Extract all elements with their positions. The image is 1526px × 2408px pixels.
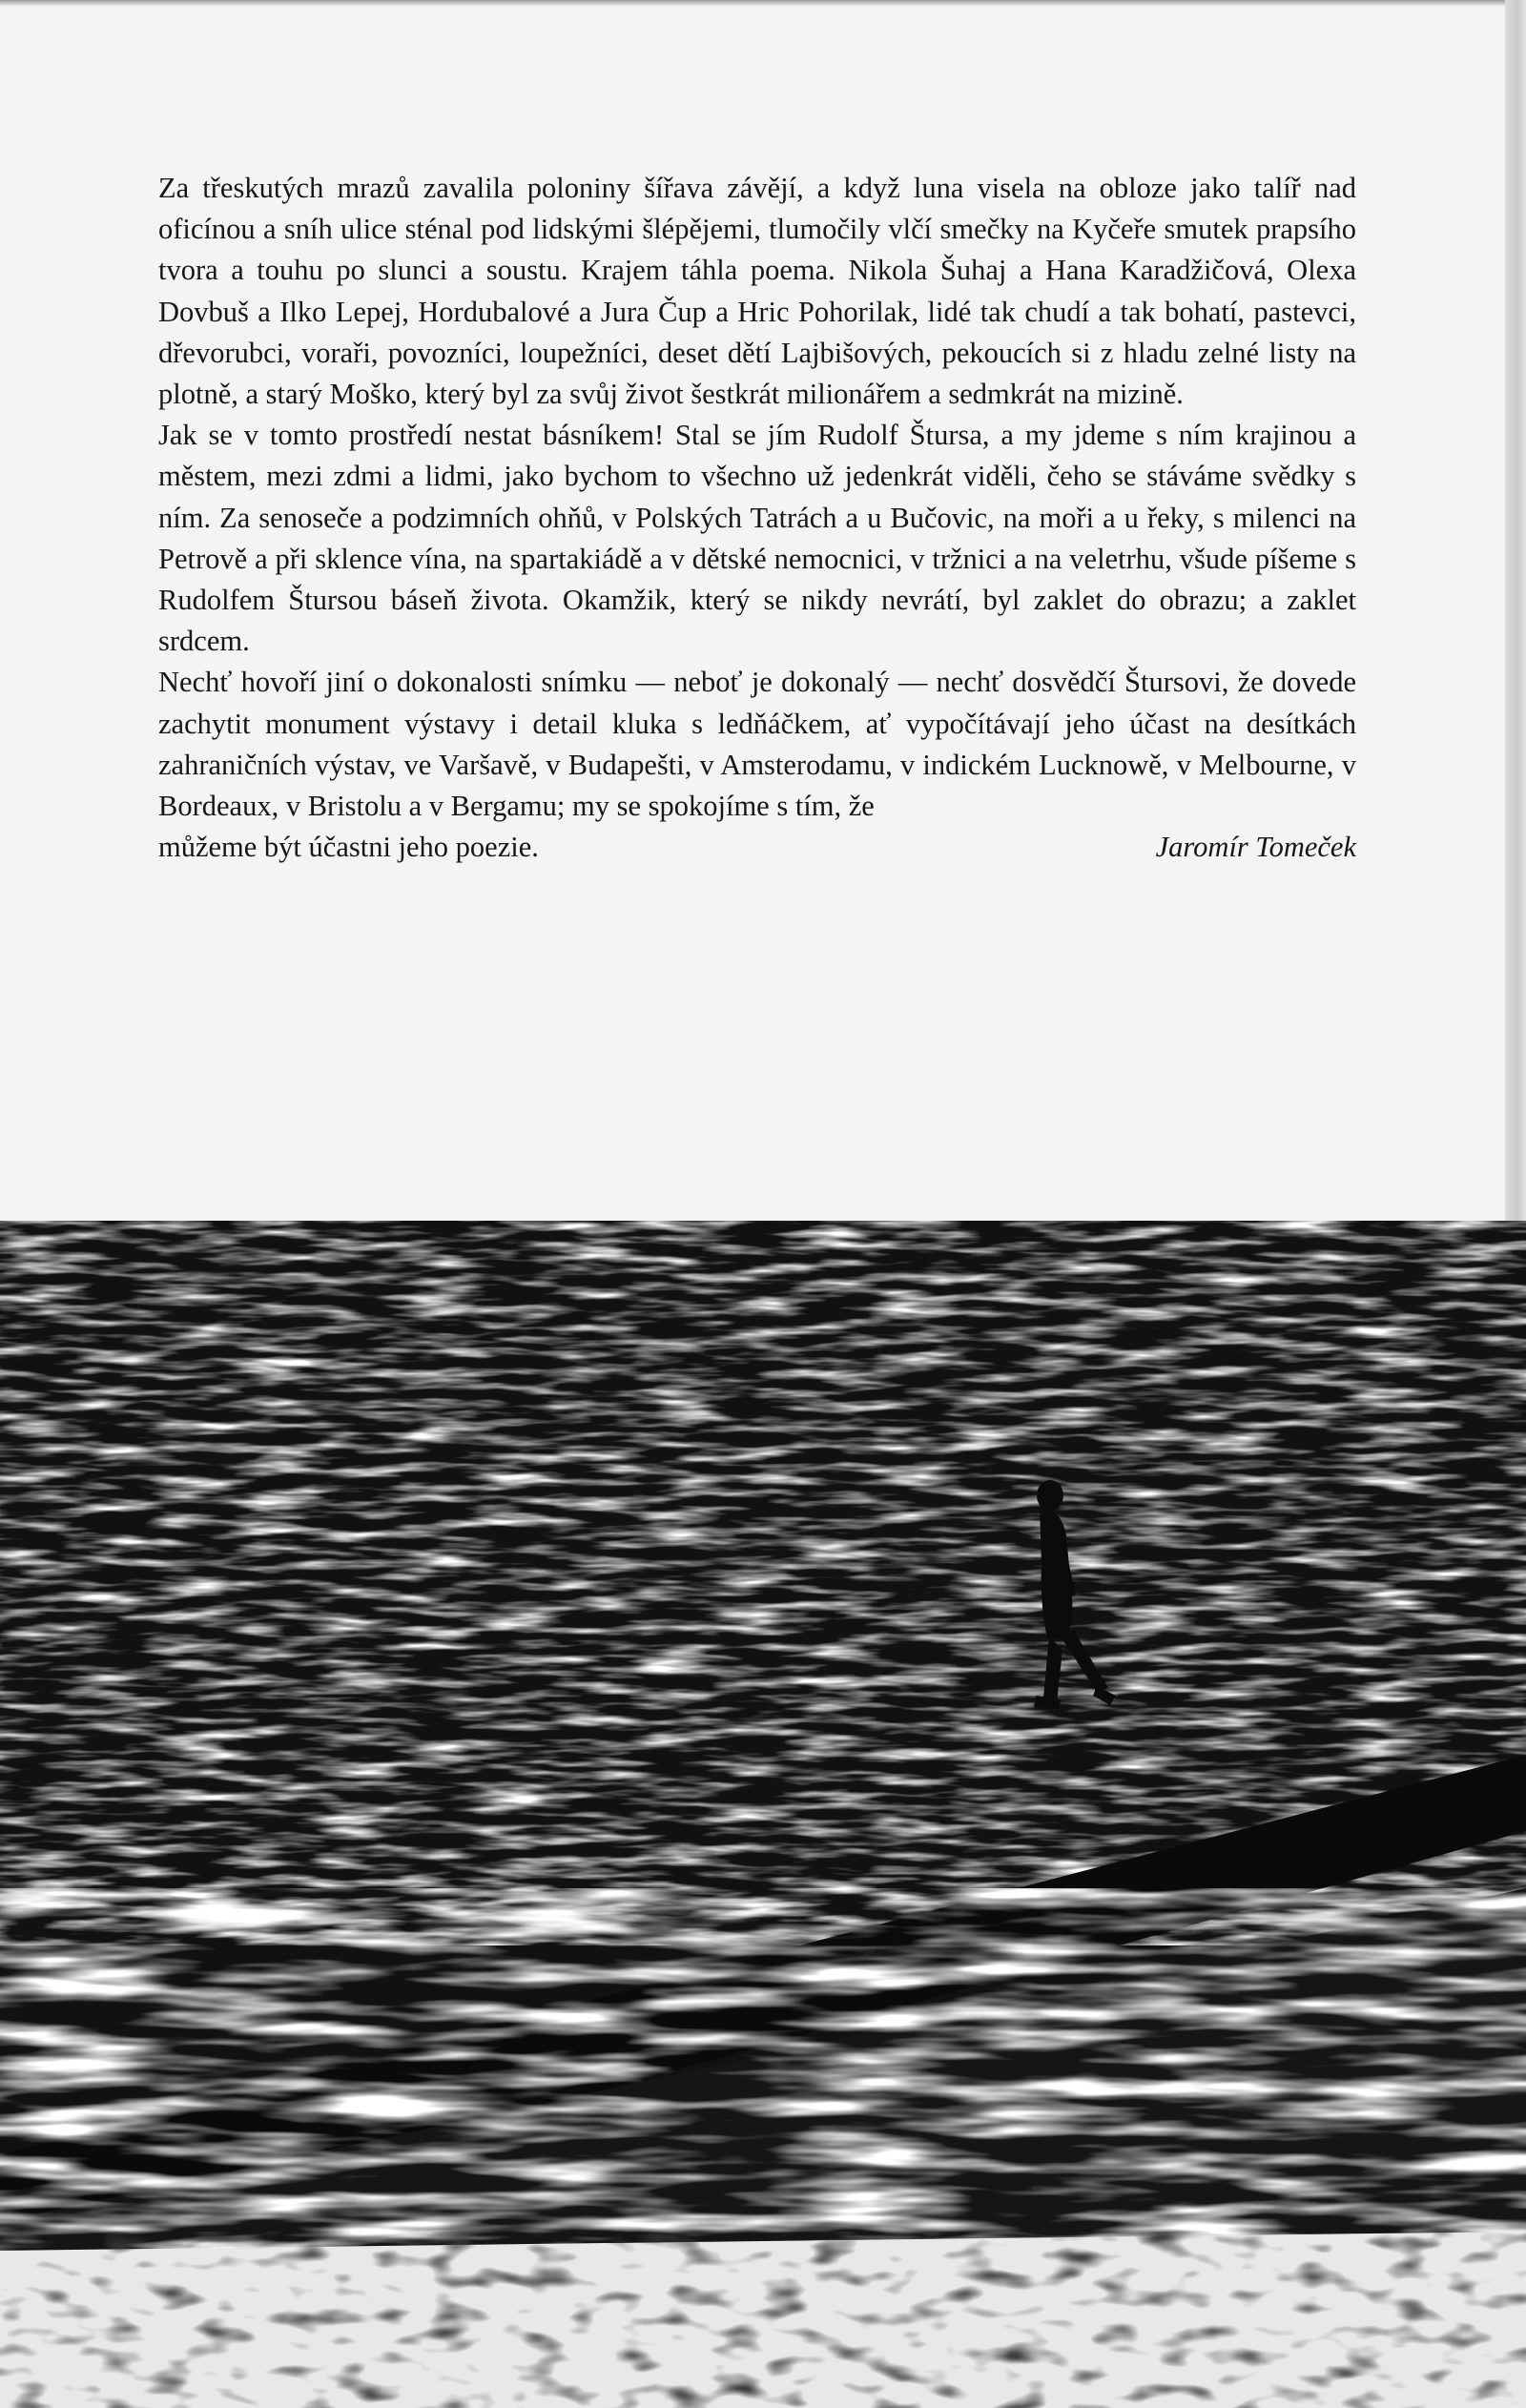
essay-paragraph-2: Jak se v tomto prostředí nestat básníkem! Stal se jím Rudolf Štursa, a my jdeme s ním krajinou a městem, mezi zdmi a lidmi, jako bychom to všechno už jedenkrát viděli, čeho se stáváme svědky s ním. Za senoseče a podzimních ohňů, v Polských Tatrách a u Bučovic, na moři a u řeky, s milenci na Petrově a při sklence vína, na spartakiádě a v dětské nemocnici, v tržnici a na veletrhu, všude píšeme s Rudolfem Štursou báseň života. Okamžik, který se nikdy nevrátí, byl zaklet do obrazu; a zaklet srdcem. (158, 419, 1356, 658)
essay-text (158, 168, 1356, 868)
snowfield-photograph (0, 1221, 1526, 2408)
essay-paragraph-1: Za třeskutých mrazů zavalila poloniny šířava závějí, a když luna visela na obloze jako talíř nad oficínou a sníh ulice sténal pod lidskými šlépějemi, tlumočily vlčí smečky na Kyčeře smutek prapsího tvora a touhu po slunci a soustu. Krajem táhla poema. Nikola Šuhaj a Hana Karadžičová, Olexa Dovbuš a Ilko Lepej, Hordubalové a Jura Čup a Hric Pohorilak, lidé tak chudí a tak bohatí, pastevci, dřevorubci, voraři, povozníci, loupežníci, deset dětí Lajbišových, pekoucích si z hladu zelné listy na plotně, a starý Moško, který byl za svůj život šestkrát milionářem a sedmkrát na mizině. (158, 172, 1356, 411)
author-signature: Jaromír Tomeček (1155, 831, 1356, 864)
essay-paragraph-3: Nechť hovoří jiní o dokonalosti snímku — neboť je dokonalý — nechť dosvědčí Štursovi, že dovede zachytit monument výstavy i detail kluka s ledňáčkem, ať vypočítávají jeho účast na desítkách zahraničních výstav, ve Varšavě, v Budapešti, v Amsterodamu, v indickém Lucknowě, v Melbourne, v Bordeaux, v Bristolu a v Bergamu; my se spokojíme s tím, že (158, 666, 1356, 823)
essay-closing: můžeme být účastni jeho poezie. (158, 831, 539, 864)
page-top-edge (0, 0, 1526, 6)
essay-closing-line (158, 827, 1356, 868)
photo-illustration (0, 1221, 1526, 2408)
footprints (0, 2232, 1526, 2408)
